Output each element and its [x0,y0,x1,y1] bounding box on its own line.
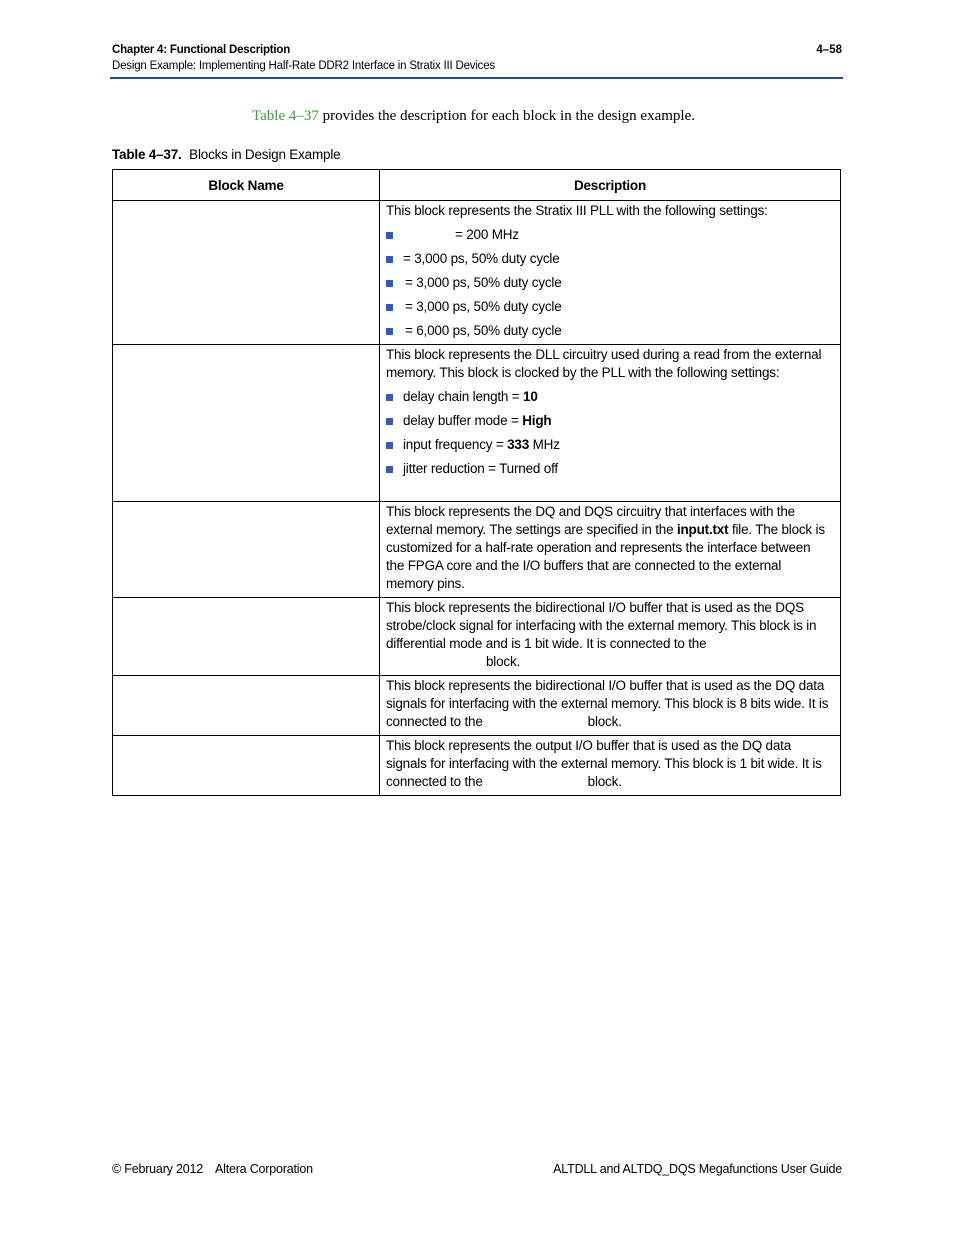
list-item: = 3,000 ps, 50% duty cycle [386,298,832,316]
table-row [113,502,841,598]
table-row [113,345,841,502]
bullet-list [386,388,832,478]
bullet-square-icon [386,232,393,239]
table-header-row [113,170,841,201]
description-cell [380,502,841,598]
description-text: This block represents the bidirectional I/O buffer that is used as the DQ data signals for interfacing with the external memory. This block is 8 bits wide. It is connected to the block. [386,678,829,729]
bullet-square-icon [386,256,393,263]
list-item: = 3,000 ps, 50% duty cycle [386,250,832,268]
table-row [113,736,841,796]
intro-text: provides the description for each block in the design example. [318,108,695,124]
table-row [113,598,841,676]
description-cell [380,736,841,796]
block-name-cell [113,502,380,598]
bullet-list [386,226,832,340]
page-number: 4–58 [816,44,842,56]
list-item: input frequency = 333 MHz [386,436,832,454]
description-intro: This block represents the DLL circuitry used during a read from the external memory. This block is clocked by the PLL with the following settings: [386,347,822,380]
description-text: This block represents the DQ and DQS circuitry that interfaces with the external memory. The settings are specified in the input.txt file. The block is customized for a half-rate operation and represents the interface between the FPGA core and the I/O buffers that are connected to the external memory pins. [386,504,825,591]
column-header-description: Description [380,170,841,201]
table-caption-title: Blocks in Design Example [189,147,341,162]
block-name-cell [113,345,380,502]
table-xref-link[interactable]: Table 4–37 [252,108,319,124]
chapter-header: Chapter 4: Functional Description [112,44,291,56]
list-item: delay buffer mode = High [386,412,832,430]
list-item: delay chain length = 10 [386,388,832,406]
header-rule [110,77,843,79]
list-item: = 200 MHz [386,226,832,244]
footer-date: © February 2012 [112,1162,203,1176]
bullet-square-icon [386,328,393,335]
bullet-square-icon [386,418,393,425]
intro-paragraph [252,108,695,125]
bullet-square-icon [386,394,393,401]
list-item: = 3,000 ps, 50% duty cycle [386,274,832,292]
block-name-cell [113,736,380,796]
footer-company: Altera Corporation [214,1162,313,1176]
description-text: This block represents the bidirectional I/O buffer that is used as the DQS strobe/clock signal for interfacing with the external memory. This block is in differential mode and is 1 bit wide. It is connected to the block. [386,600,817,669]
block-name-cell [113,676,380,736]
bullet-square-icon [386,466,393,473]
table-caption [112,147,340,162]
description-cell [380,598,841,676]
list-item: = 6,000 ps, 50% duty cycle [386,322,832,340]
section-subtitle: Design Example: Implementing Half-Rate DDR2 Interface in Stratix III Devices [112,60,495,72]
bullet-square-icon [386,280,393,287]
list-item: jitter reduction = Turned off [386,460,832,478]
block-name-cell [113,201,380,345]
description-intro: This block represents the Stratix III PLL with the following settings: [386,203,768,218]
block-name-cell [113,598,380,676]
bullet-square-icon [386,442,393,449]
description-cell [380,201,841,345]
table-row [113,676,841,736]
description-text: This block represents the output I/O buffer that is used as the DQ data signals for interfacing with the external memory. This block is 1 bit wide. It is connected to the block. [386,738,822,789]
table-caption-number: Table 4–37. [112,147,182,162]
footer-guide-title: ALTDLL and ALTDQ_DQS Megafunctions User Guide [553,1162,842,1176]
table-row [113,201,841,345]
description-cell [380,345,841,502]
column-header-block-name: Block Name [113,170,380,201]
bullet-square-icon [386,304,393,311]
footer-left [112,1162,313,1176]
input-txt-filename: input.txt [676,522,729,537]
blocks-table [112,169,841,796]
description-cell [380,676,841,736]
